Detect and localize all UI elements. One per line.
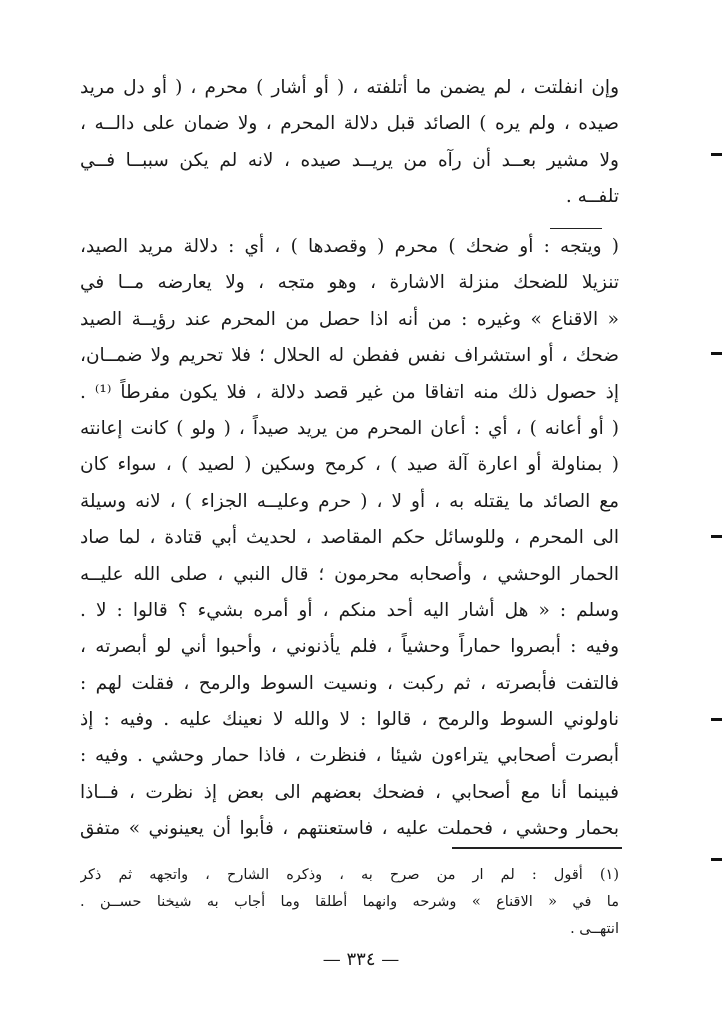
text-line: الى المحرم ، وللوسائل حكم المقاصد ، لحديث أبي قتادة ، لما صاد <box>80 527 619 549</box>
footnote-separator <box>452 847 622 849</box>
footnote-line: ما في « الاقناع » وشرحه وانهما أطلقا وما أجاب به شيخنا حســن . <box>80 894 619 910</box>
text-line: ولا مشير بعــد أن رآه من يريــد صيده ، لانه لم يكن سببــا فــي <box>80 149 619 171</box>
text-line: بحمار وحشي ، فحملت عليه ، فاستعنتهم ، فأبوا أن يعينوني » متفق <box>80 818 619 840</box>
text-line: أبصرت أصحابي يتراءون شيئا ، فنظرت ، فاذا حمار وحشي . وفيه : <box>80 745 619 767</box>
text-line: وسلم : « هل أشار اليه أحد منكم ، أو أمره بشيء ؟ قالوا : لا . <box>80 599 619 621</box>
margin-mark <box>711 858 722 861</box>
text-line: ( أو أعانه ) ، أي : أعان المحرم من يريد صيداً ، ( ولو ) كانت إعانته <box>80 417 619 439</box>
text-line: ( ويتجه : أو ضحك ) محرم ( وقصدها ) ، أي : دلالة مريد الصيد، <box>80 236 619 257</box>
text-line: ناولوني السوط والرمح ، قالوا : لا والله لا نعينك عليه . وفيه : إذ <box>80 709 619 731</box>
text-line: وفيه : أبصروا حماراً وحشياً ، فلم يأذنوني ، وأحبوا أني لو أبصرته ، <box>80 636 619 658</box>
text-line: فبينما أنا مع أصحابي ، فضحك بعضهم الى بعض إذ نظرت ، فــاذا <box>80 781 619 803</box>
text-line: فالتفت فأبصرته ، ثم ركبت ، ونسيت السوط والرمح ، فقلت لهم : <box>80 672 619 694</box>
text-line: تلفــه . <box>565 186 619 208</box>
margin-mark <box>711 535 722 538</box>
margin-mark <box>711 153 722 156</box>
text-line: مع الصائد ما يقتله به ، أو لا ، ( حرم وعليــه الجزاء ) ، لانه وسيلة <box>80 490 619 512</box>
margin-mark <box>711 718 722 721</box>
text-line: وإن انفلتت ، لم يضمن ما أتلفته ، ( أو أشار ) محرم ، ( أو دل مريد <box>80 77 619 98</box>
text-line: تنزيلا للضحك منزلة الاشارة ، وهو متجه ، ولا يعارضه مــا في <box>80 272 619 294</box>
text-line: صيده ، ولم يره ) الصائد قبل دلالة المحرم ، ولا ضمان على دالــه ، <box>80 113 619 135</box>
footnote-line: (١) أقول : لم ار من صرح به ، وذكره الشارح ، واتجهه ثم ذكر <box>80 867 619 883</box>
text-line: الحمار الوحشي ، وأصحابه محرمون ؛ قال النبي ، صلى الله عليــه <box>80 563 619 585</box>
footnote-line: انتهــى . <box>570 921 619 937</box>
body-text-main <box>80 229 619 848</box>
body-text-top <box>80 70 619 216</box>
text-line: ( بمناولة أو اعارة آلة صيد ) ، كرمح وسكين ( لصيد ) ، سواء كان <box>80 454 619 476</box>
text-line: ضحك ، أو استشراف نفس ففطن له الحلال ؛ فلا تحريم ولا ضمــان، <box>80 345 619 367</box>
margin-mark <box>711 352 722 355</box>
text-line: إذ حصول ذلك منه اتفاقا من غير قصد دلالة ، فلا يكون مفرطاً ⁽¹⁾ . <box>80 381 619 403</box>
text-line: « الاقناع » وغيره : من أنه اذا حصل من المحرم عند رؤيــة الصيد <box>80 308 619 330</box>
footnote <box>80 862 619 943</box>
page-number: — ٣٣٤ — <box>322 949 400 970</box>
